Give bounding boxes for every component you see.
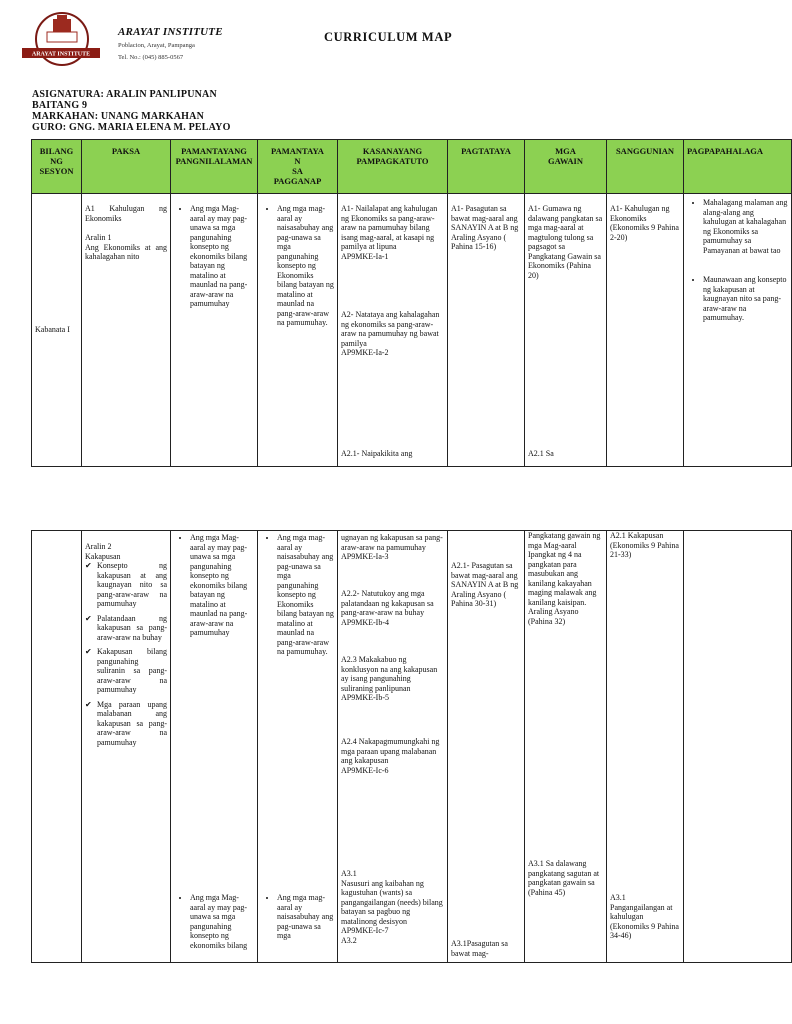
pagganap-cell: • Ang mga mag-aaral ay naisasabuhay ang pag-unawa sa mga pangunahing konsepto ng Ekonomiks bilang batayan ng matalino at maunlad na pang-araw-araw na pamumuhay. • Ang mga mag-aaral ay naisasabuhay ang pag-unawa sa mga (258, 531, 338, 963)
document-title: CURRICULUM MAP (324, 30, 453, 44)
pagpapahalaga-cell-empty (684, 531, 792, 963)
sanggunian-cell: A2.1 Kakapusan (Ekonomiks 9 Pahina 21-33) A3.1 Pangangailangan at kahulugan (Ekonomiks 9 Pahina 34-46) (607, 531, 684, 963)
curriculum-table-page-2 (31, 530, 792, 963)
meta-guro: GURO: GNG. MARIA ELENA M. PELAYO (32, 122, 231, 133)
institution-address: Poblacion, Arayat, Pampanga (118, 42, 195, 49)
col-pamantayan-sa-pagganap: PAMANTAYA N SA PAGGANAP (258, 140, 338, 194)
svg-text:ARAYAT INSTITUTE: ARAYAT INSTITUTE (31, 51, 91, 58)
session-cell-empty (32, 531, 82, 963)
col-sanggunian: SANGGUNIAN (607, 140, 684, 194)
header-row (32, 140, 792, 194)
pagtataya-cell: A1- Pasagutan sa bawat mag-aaral ang SANAYIN A at B ng Araling Asyano ( Pahina 15-16) (448, 194, 525, 467)
col-bilang-ng-sesyon: BILANG NG SESYON (32, 140, 82, 194)
col-pagpapahalaga: PAGPAPAHALAGA (684, 140, 792, 194)
curriculum-table-page-1 (31, 139, 792, 467)
meta-asignatura: ASIGNATURA: ARALIN PANLIPUNAN (32, 89, 217, 100)
col-kasanayang-pampagkatuto: KASANAYANG PAMPAGKATUTO (338, 140, 448, 194)
col-pagtataya: PAGTATAYA (448, 140, 525, 194)
paksa-item: ✔ Palatandaan ng kakapusan sa pang-araw-araw na buhay (97, 614, 167, 643)
pagpapahalaga-cell: • Mahalagang malaman ang alang-alang ang kahulugan at kahalagahan ng Ekonomiks sa pamumuhay sa Pamayanan at bawat tao • Maunawaan ang konsepto ng kakapusan at kaugnayan nito sa pang-araw-araw na pamumuhay. (684, 194, 792, 467)
col-pamantayang-pangnilalaman: PAMANTAYANG PANGNILALAMAN (171, 140, 258, 194)
col-mga-gawain: MGA GAWAIN (525, 140, 607, 194)
paksa-cell: A1 Kahulugan ng Ekonomiks Aralin 1 Ang Ekonomiks at ang kahalagahan nito (82, 194, 171, 467)
sanggunian-cell: A1- Kahulugan ng Ekonomiks (Ekonomiks 9 Pahina 2-20) (607, 194, 684, 467)
gawain-cell: A1- Gumawa ng dalawang pangkatan sa mga mag-aaral at magtulong tulong sa pagsagot sa Pangkatang Gawain sa Ekonomiks (Pahina 20) A2.1 Sa (525, 194, 607, 467)
institution-name: ARAYAT INSTITUTE (118, 26, 223, 38)
pagganap-cell: • Ang mga mag-aaral ay naisasabuhay ang pag-unawa sa mga pangunahing konsepto ng Ekonomiks bilang batayan ng matalino at maunlad na pang-araw-araw na pamumuhay. (258, 194, 338, 467)
gawain-cell: Pangkatang gawain ng mga Mag-aaral Ipangkat ng 4 na pangkatan para masubukan ang kanilang kakayahan maging malawak ang kanilang kaisipan. Araling Asyano (Pahina 32) A3.1 Sa dalawang pangkatang sagutan at pangkatan gawain sa (Pahina 45) (525, 531, 607, 963)
session-cell: Kabanata I (32, 194, 82, 467)
nilalaman-cell: • Ang mga Mag-aaral ay may pag-unawa sa mga pangunahing konsepto ng ekonomiks bilang batayan ng matalino at maunlad na pang-araw-araw na pamumuhay (171, 194, 258, 467)
paksa-cell: Aralin 2 Kakapusan ✔ Konsepto ng kakapusan at ang kaugnayan nito sa pang-araw-araw na pamumuhay ✔ Palatandaan ng kakapusan sa pang-araw-araw na buhay ✔ Kakapusan bilang pangunahing suliranin sa pang-araw-araw na pamumuhay ✔ Mga paraan upang malabanan ang kakapusan sa pang-araw-araw na pamumuhay (82, 531, 171, 963)
paksa-item: ✔ Mga paraan upang malabanan ang kakapusan sa pang-araw-araw na pamumuhay (97, 700, 167, 748)
crest-icon (22, 10, 100, 70)
table-row (32, 194, 792, 467)
paksa-item: ✔ Kakapusan bilang pangunahing suliranin sa pang-araw-araw na pamumuhay (97, 647, 167, 695)
meta-markahan: MARKAHAN: UNANG MARKAHAN (32, 111, 205, 122)
kasanayan-cell: A1- Nailalapat ang kahulugan ng Ekonomiks sa pang-araw-araw na pamumuhay bilang isang mag-aaral, at kasapi ng pamilya at lipuna AP9MKE-Ia-1 A2- Natataya ang kahalagahan ng ekonomiks sa pang-araw-araw na pamumuhay ng bawat pamilya AP9MKE-Ia-2 A2.1- Naipakikita ang (338, 194, 448, 467)
nilalaman-cell: • Ang mga Mag-aaral ay may pag-unawa sa mga pangunahing konsepto ng ekonomiks bilang batayan ng matalino at maunlad na pang-araw-araw na pamumuhay • Ang mga Mag-aaral ay may pag-unawa sa mga pangunahing konsepto ng ekonomiks bilang (171, 531, 258, 963)
paksa-item: ✔ Konsepto ng kakapusan at ang kaugnayan nito sa pang-araw-araw na pamumuhay (97, 561, 167, 609)
institution-logo (22, 10, 100, 70)
pagtataya-cell: A2.1- Pasagutan sa bawat mag-aaral ang SANAYIN A at B ng Araling Asyano ( Pahina 30-31) A3.1Pasagutan sa bawat mag- (448, 531, 525, 963)
institution-tel: Tel. No.: (045) 885-0567 (118, 54, 184, 61)
kasanayan-cell: ugnayan ng kakapusan sa pang-araw-araw na pamumuhay AP9MKE-Ia-3 A2.2- Natutukoy ang mga palatandaan ng kakapusan sa pang-araw-araw na buhay AP9MKE-Ib-4 A2.3 Makakabuo ng konklusyon na ang kakapusan ay isang pangunahing suliraning panlipunan AP9MKE-Ib-5 A2.4 Nakapagmumungkahi ng mga paraan upang malabanan ang kakapusan AP9MKE-Ic-6 A3.1 Nasusuri ang kaibahan ng kagustuhan (wants) sa pangangailangan (needs) bilang batayan sa pagbuo ng matalinong desisyon AP9MKE-Ic-7 A3.2 (338, 531, 448, 963)
table-row (32, 531, 792, 963)
col-paksa: PAKSA (82, 140, 171, 194)
meta-baitang: BAITANG 9 (32, 100, 88, 111)
